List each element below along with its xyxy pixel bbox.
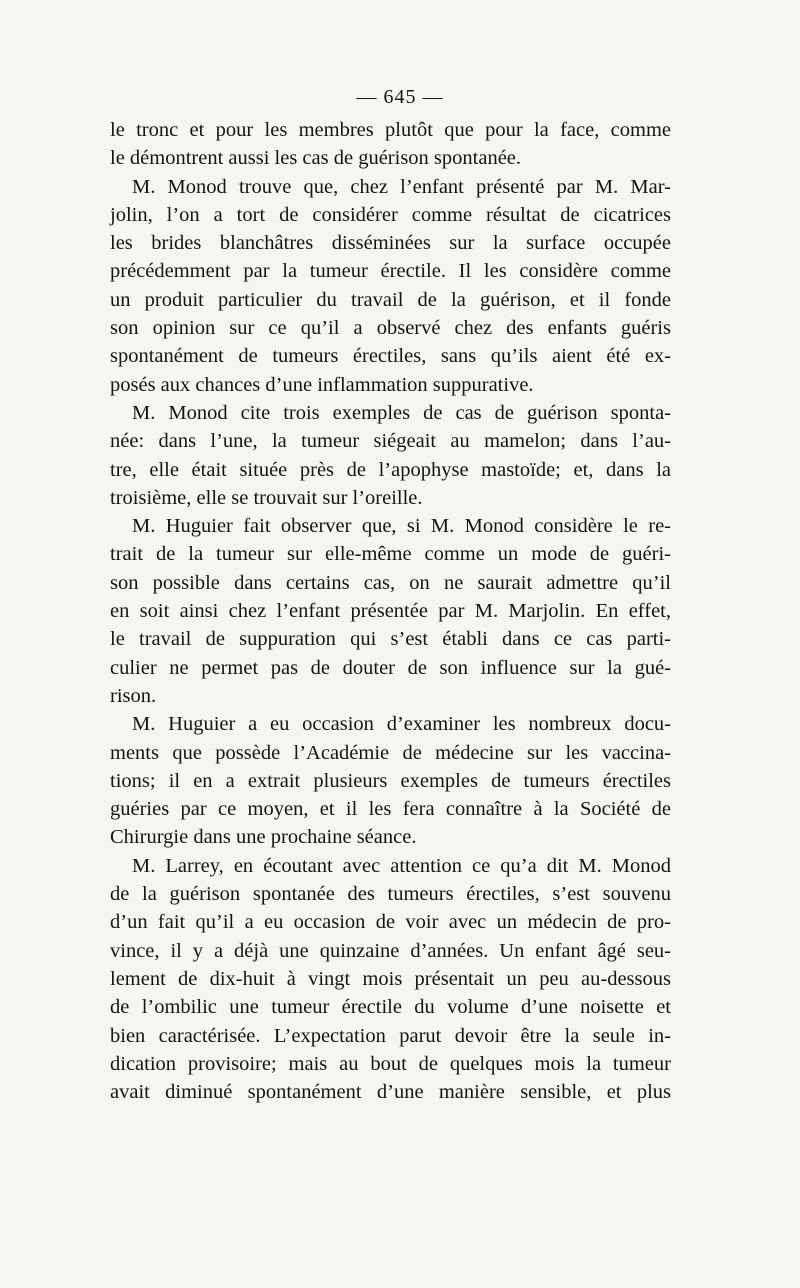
text-line: dication provisoire; mais au bout de quelques mois la tumeur bbox=[110, 1052, 671, 1075]
text-line: née: dans l’une, la tumeur siégeait au mamelon; dans l’au- bbox=[110, 430, 671, 453]
text-line: de la guérison spontanée des tumeurs érectiles, s’est souvenu bbox=[110, 883, 671, 906]
text-line: de l’ombilic une tumeur érectile du volume d’une noisette et bbox=[110, 996, 671, 1019]
text-line: avait diminué spontanément d’une manière sensible, et plus bbox=[110, 1081, 671, 1104]
text-line: précédemment par la tumeur érectile. Il les considère comme bbox=[110, 260, 671, 283]
text-line: M. Monod trouve que, chez l’enfant présenté par M. Mar- bbox=[132, 175, 671, 198]
text-line: tions; il en a extrait plusieurs exemples de tumeurs érectiles bbox=[110, 769, 671, 792]
text-line: lement de dix-huit à vingt mois présentait un peu au-dessous bbox=[110, 967, 671, 990]
text-line: son opinion sur ce qu’il a observé chez des enfants guéris bbox=[110, 317, 671, 340]
text-line: M. Huguier a eu occasion d’examiner les nombreux docu- bbox=[132, 713, 671, 736]
text-line: son possible dans certains cas, on ne saurait admettre qu’il bbox=[110, 571, 671, 594]
text-line: culier ne permet pas de douter de son influence sur la gué- bbox=[110, 656, 671, 679]
text-line: M. Monod cite trois exemples de cas de guérison sponta- bbox=[132, 401, 671, 424]
text-line: le travail de suppuration qui s’est établi dans ce cas parti- bbox=[110, 628, 671, 651]
text-line: M. Huguier fait observer que, si M. Monod considère le re- bbox=[132, 515, 671, 538]
text-line: trait de la tumeur sur elle-même comme un mode de guéri- bbox=[110, 543, 671, 566]
text-line: M. Larrey, en écoutant avec attention ce qu’a dit M. Monod bbox=[132, 854, 671, 877]
text-line: Chirurgie dans une prochaine séance. bbox=[110, 826, 417, 849]
text-line: vince, il y a déjà une quinzaine d’années. Un enfant âgé seu- bbox=[110, 939, 671, 962]
text-line: tre, elle était située près de l’apophyse mastoïde; et, dans la bbox=[110, 458, 671, 481]
text-line: en soit ainsi chez l’enfant présentée par M. Marjolin. En effet, bbox=[110, 600, 671, 623]
text-line: ments que possède l’Académie de médecine sur les vaccina- bbox=[110, 741, 671, 764]
text-line: d’un fait qu’il a eu occasion de voir avec un médecin de pro- bbox=[110, 911, 671, 934]
text-line: troisième, elle se trouvait sur l’oreille. bbox=[110, 486, 423, 509]
text-line: le tronc et pour les membres plutôt que pour la face, comme bbox=[110, 119, 671, 141]
page-number: — 645 — bbox=[356, 86, 444, 108]
text-line: les brides blanchâtres disséminées sur la surface occupée bbox=[110, 232, 671, 255]
text-line: rison. bbox=[110, 684, 157, 707]
text-line: guéries par ce moyen, et il les fera connaître à la Société de bbox=[110, 798, 671, 821]
text-line: spontanément de tumeurs érectiles, sans qu’ils aient été ex- bbox=[110, 345, 671, 368]
text-line: bien caractérisée. L’expectation parut devoir être la seule in- bbox=[110, 1024, 671, 1047]
text-line: jolin, l’on a tort de considérer comme résultat de cicatrices bbox=[110, 203, 671, 226]
text-line: un produit particulier du travail de la guérison, et il fonde bbox=[110, 288, 671, 311]
text-line: posés aux chances d’une inflammation suppurative. bbox=[110, 373, 534, 396]
body-text bbox=[110, 116, 671, 1106]
text-line: le démontrent aussi les cas de guérison spontanée. bbox=[110, 147, 522, 170]
